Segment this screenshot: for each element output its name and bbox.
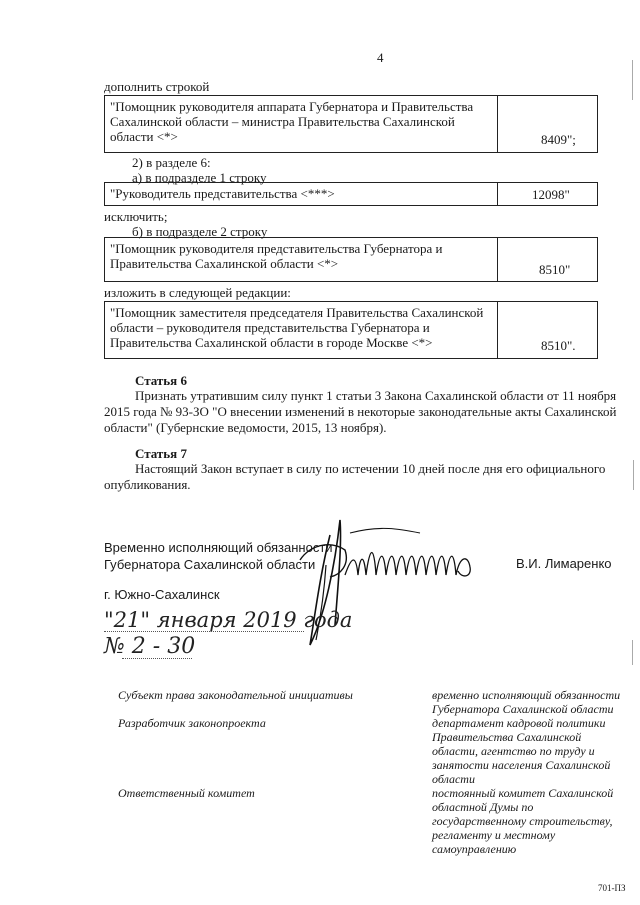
salary-value: 8510" (539, 262, 571, 277)
footer-label-initiative: Субъект права законодательной инициативы (118, 688, 353, 702)
footer-value-line: области (432, 772, 475, 786)
page-number: 4 (377, 50, 384, 65)
salary-value: 8510". (541, 338, 576, 353)
footer-value-line: постоянный комитет Сахалинской (432, 786, 614, 800)
footer-value-committee (432, 786, 626, 856)
footer-value-line: департамент кадровой политики (432, 716, 606, 730)
position-title-line: Правительства Сахалинской области <*> (110, 256, 339, 271)
salary-value: 12098" (532, 187, 570, 202)
article6-text (104, 388, 626, 436)
position-title-line: "Помощник заместителя председателя Правительства Сахалинской (110, 305, 484, 320)
date-underline (104, 631, 304, 632)
salary-value: 8409"; (541, 132, 576, 147)
column-divider (497, 302, 498, 358)
position-title-line: области <*> (110, 129, 178, 144)
footer-value-line: области, агентство по труду и (432, 744, 595, 758)
footer-value-line: Правительства Сахалинской (432, 730, 582, 744)
footer-value-line: занятости населения Сахалинской (432, 758, 611, 772)
footer-value-line: Губернатора Сахалинской области (432, 702, 614, 716)
position-title-line: "Помощник руководителя представительства Губернатора и (110, 241, 443, 256)
article7-line: опубликования. (104, 477, 191, 492)
table-row-assistant-apparatus (104, 95, 598, 153)
footer-value-line: государственному строительству, (432, 814, 613, 828)
column-divider (497, 183, 498, 205)
scan-edge-mark (632, 640, 633, 665)
position-title-line: области – руководителя представительства Губернатора и (110, 320, 430, 335)
scan-edge-mark (632, 60, 633, 100)
append-instruction: дополнить строкой (104, 79, 210, 94)
footer-value-line: регламенту и местному (432, 828, 556, 842)
footer-label-committee: Ответственный комитет (118, 786, 255, 800)
footer-value-line: самоуправлению (432, 842, 517, 856)
number-underline (122, 658, 192, 659)
article6-heading: Статья 6 (135, 373, 187, 388)
section6-item: 2) в разделе 6: (132, 155, 211, 170)
article7-heading: Статья 7 (135, 446, 187, 461)
table-row-head-representation (104, 182, 598, 206)
footer-value-line: временно исполняющий обязанности (432, 688, 621, 702)
column-divider (497, 96, 498, 152)
signatory-position-line: Губернатора Сахалинской области (104, 557, 316, 572)
footer-value-developer (432, 716, 626, 786)
position-title-line: Сахалинской области – министра Правительства Сахалинской (110, 114, 455, 129)
signatory-position-line: Временно исполняющий обязанности (104, 540, 333, 555)
position-title (110, 241, 442, 271)
position-title (110, 305, 483, 350)
signatory-name: В.И. Лимаренко (516, 556, 612, 571)
table-row-assistant-representation (104, 237, 598, 282)
handwritten-signature (290, 505, 500, 655)
article6-line: 2015 года № 93-ЗО "О внесении изменений в некоторые законодательные акты Сахалинской (104, 404, 617, 419)
subsection-a: а) в подразделе 1 строку (132, 170, 267, 185)
article7-line: Настоящий Закон вступает в силу по истечении 10 дней после дня его официального (135, 461, 606, 476)
position-title (110, 186, 335, 201)
footer-value-initiative (432, 688, 626, 716)
subsection-b: б) в подразделе 2 строку (132, 224, 268, 239)
position-title (110, 99, 473, 144)
handwritten-number: № 2 - 30 (104, 634, 196, 659)
scan-edge-mark (633, 460, 634, 490)
column-divider (497, 238, 498, 281)
restate-instruction: изложить в следующей редакции: (104, 285, 291, 300)
city: г. Южно-Сахалинск (104, 587, 220, 602)
handwritten-date: "21" января 2019 года (104, 608, 353, 632)
position-title-line: "Помощник руководителя аппарата Губернатора и Правительства (110, 99, 474, 114)
article7-text (104, 461, 626, 493)
footer-value-line: областной Думы по (432, 800, 534, 814)
article6-line: области" (Губернские ведомости, 2015, 13 ноября). (104, 420, 387, 435)
exclude-instruction: исключить; (104, 209, 168, 224)
footer-label-developer: Разработчик законопроекта (118, 716, 266, 730)
position-title-line: Правительства Сахалинской области в городе Москве <*> (110, 335, 433, 350)
table-row-assistant-moscow (104, 301, 598, 359)
article6-line: Признать утратившим силу пункт 1 статьи 3 Закона Сахалинской области от 11 ноября (135, 388, 617, 403)
position-title-line: "Руководитель представительства <***> (110, 186, 335, 201)
form-code: 701-ПЗ (598, 883, 626, 893)
